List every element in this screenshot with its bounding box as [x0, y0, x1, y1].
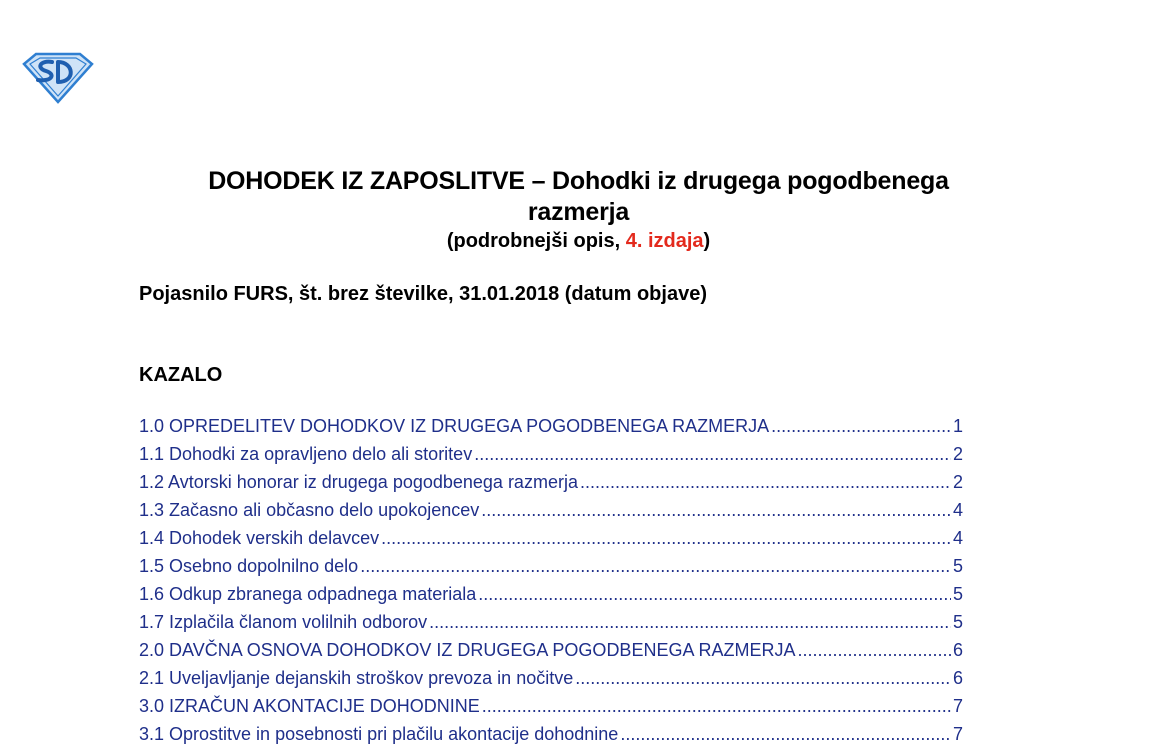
toc-item-label[interactable]: 1.3 Začasno ali občasno delo upokojencev [139, 500, 480, 520]
document-subtitle [0, 230, 1157, 253]
toc-item[interactable] [139, 416, 963, 444]
toc-item[interactable] [139, 500, 963, 528]
toc-item-page[interactable]: 6 [952, 640, 963, 660]
table-of-contents [139, 416, 963, 752]
toc-leader-dots [771, 416, 951, 437]
toc-item-page[interactable]: 5 [952, 584, 963, 604]
toc-item-label[interactable]: 1.0 OPREDELITEV DOHODKOV IZ DRUGEGA POGODBENEGA RAZMERJA [139, 416, 770, 436]
document-title-line2: razmerja [527, 198, 630, 226]
toc-item[interactable] [139, 668, 963, 696]
subtitle-close: ) [703, 230, 711, 252]
document-title-line1: DOHODEK IZ ZAPOSLITVE – Dohodki iz drugega pogodbenega [208, 167, 949, 195]
toc-item-label[interactable]: 1.4 Dohodek verskih delavcev [139, 528, 380, 548]
source-reference: Pojasnilo FURS, št. brez številke, 31.01.2018 (datum objave) [139, 283, 707, 305]
toc-item-page[interactable]: 2 [952, 444, 963, 464]
toc-item[interactable] [139, 640, 963, 668]
toc-item-page[interactable]: 2 [952, 472, 963, 492]
toc-item[interactable] [139, 556, 963, 584]
toc-leader-dots [478, 584, 951, 605]
toc-item-label[interactable]: 2.0 DAVČNA OSNOVA DOHODKOV IZ DRUGEGA POGODBENEGA RAZMERJA [139, 640, 796, 660]
toc-item-label[interactable]: 3.0 IZRAČUN AKONTACIJE DOHODNINE [139, 696, 480, 716]
toc-item-page[interactable]: 7 [952, 696, 963, 716]
toc-leader-dots [474, 444, 951, 465]
toc-leader-dots [482, 696, 951, 717]
toc-item[interactable] [139, 528, 963, 556]
toc-item[interactable] [139, 444, 963, 472]
toc-item[interactable] [139, 696, 963, 724]
toc-item[interactable] [139, 472, 963, 500]
subtitle-open: (podrobnejši opis, [446, 230, 626, 252]
toc-leader-dots [481, 500, 951, 521]
toc-item-label[interactable]: 3.1 Oprostitve in posebnosti pri plačilu akontacije dohodnine [139, 724, 619, 744]
toc-item-page[interactable]: 4 [952, 500, 963, 520]
toc-leader-dots [575, 668, 951, 689]
toc-item-label[interactable]: 1.1 Dohodki za opravljeno delo ali storitev [139, 444, 473, 464]
toc-leader-dots [381, 528, 951, 549]
toc-item-label[interactable]: 1.6 Odkup zbranega odpadnega materiala [139, 584, 477, 604]
toc-item-page[interactable]: 5 [952, 556, 963, 576]
toc-item-page[interactable]: 6 [952, 668, 963, 688]
toc-item-label[interactable]: 2.1 Uveljavljanje dejanskih stroškov prevoza in nočitve [139, 668, 574, 688]
toc-item-page[interactable]: 7 [952, 724, 963, 744]
edition-label: 4. izdaja [625, 230, 704, 252]
toc-item-label[interactable]: 1.7 Izplačila članom volilnih odborov [139, 612, 428, 632]
toc-leader-dots [620, 724, 951, 745]
toc-leader-dots [429, 612, 951, 633]
toc-leader-dots [797, 640, 951, 661]
toc-leader-dots [580, 472, 951, 493]
toc-item-label[interactable]: 1.5 Osebno dopolnilno delo [139, 556, 359, 576]
toc-item[interactable] [139, 724, 963, 752]
toc-leader-dots [360, 556, 951, 577]
toc-item[interactable] [139, 612, 963, 640]
toc-heading: KAZALO [139, 364, 223, 386]
toc-item-label[interactable]: 1.2 Avtorski honorar iz drugega pogodbenega razmerja [139, 472, 578, 492]
toc-item-page[interactable]: 5 [952, 612, 963, 632]
toc-item[interactable] [139, 584, 963, 612]
sd-shield-logo-icon [22, 50, 94, 104]
toc-item-page[interactable]: 1 [952, 416, 963, 436]
toc-item-page[interactable]: 4 [952, 528, 963, 548]
